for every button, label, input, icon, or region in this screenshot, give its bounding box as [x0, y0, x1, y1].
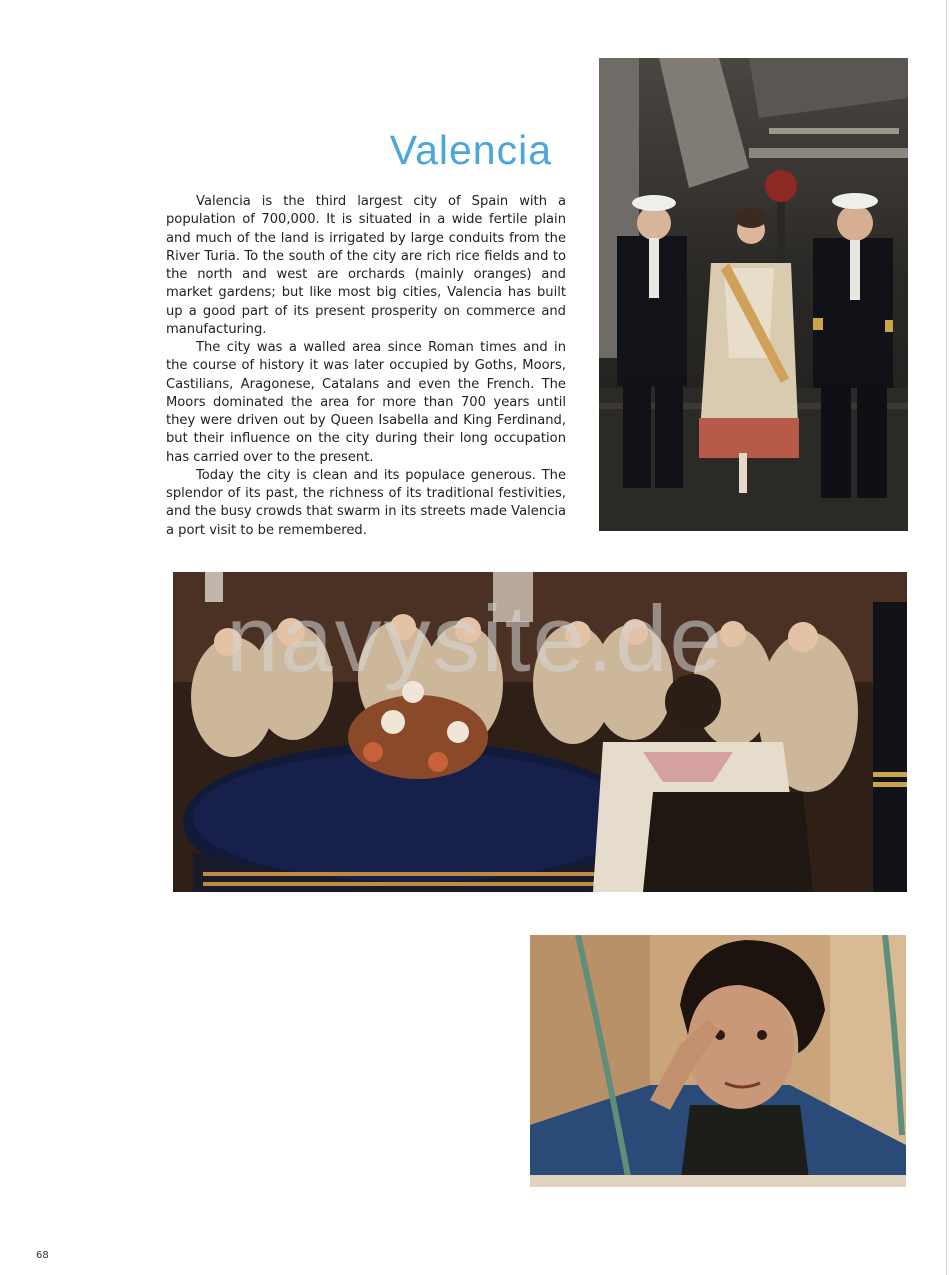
article-paragraph: Today the city is clean and its populace generous. The splendor of its past, the richness of its traditional festivities, and the busy crowds that swarm in its streets made Valencia a port visit to be remembered.	[166, 467, 566, 538]
article-paragraph: Valencia is the third largest city of Spain with a population of 700,000. It is situated in a wide fertile plain and much of the land is irrigated by large conduits from the River Turia. To the south of the city are rich rice fields and to the north and west are orchards (mainly oranges) and market gardens; but like most big cities, Valencia has built up a good part of its present prosperity on commerce and manufacturing.	[166, 194, 566, 337]
photo-round-table-gathering	[173, 572, 907, 892]
watermark-text: navysite.de	[226, 586, 724, 691]
article-body	[166, 193, 566, 540]
article-paragraph: The city was a walled area since Roman times and in the course of history it was later occupied by Goths, Moors, Castilians, Aragonese, Catalans and even the French. The Moors dominated the area for more than 700 years until they were driven out by Queen Isabella and King Ferdinand, but their influence on the city during their long occupation has carried over to the present.	[166, 340, 566, 465]
page-number: 68	[36, 1250, 49, 1261]
photo-boy-saluting	[530, 935, 906, 1187]
page-title: Valencia	[389, 127, 552, 173]
page-edge-line	[946, 0, 947, 1275]
photo-officers-escort	[599, 58, 908, 531]
